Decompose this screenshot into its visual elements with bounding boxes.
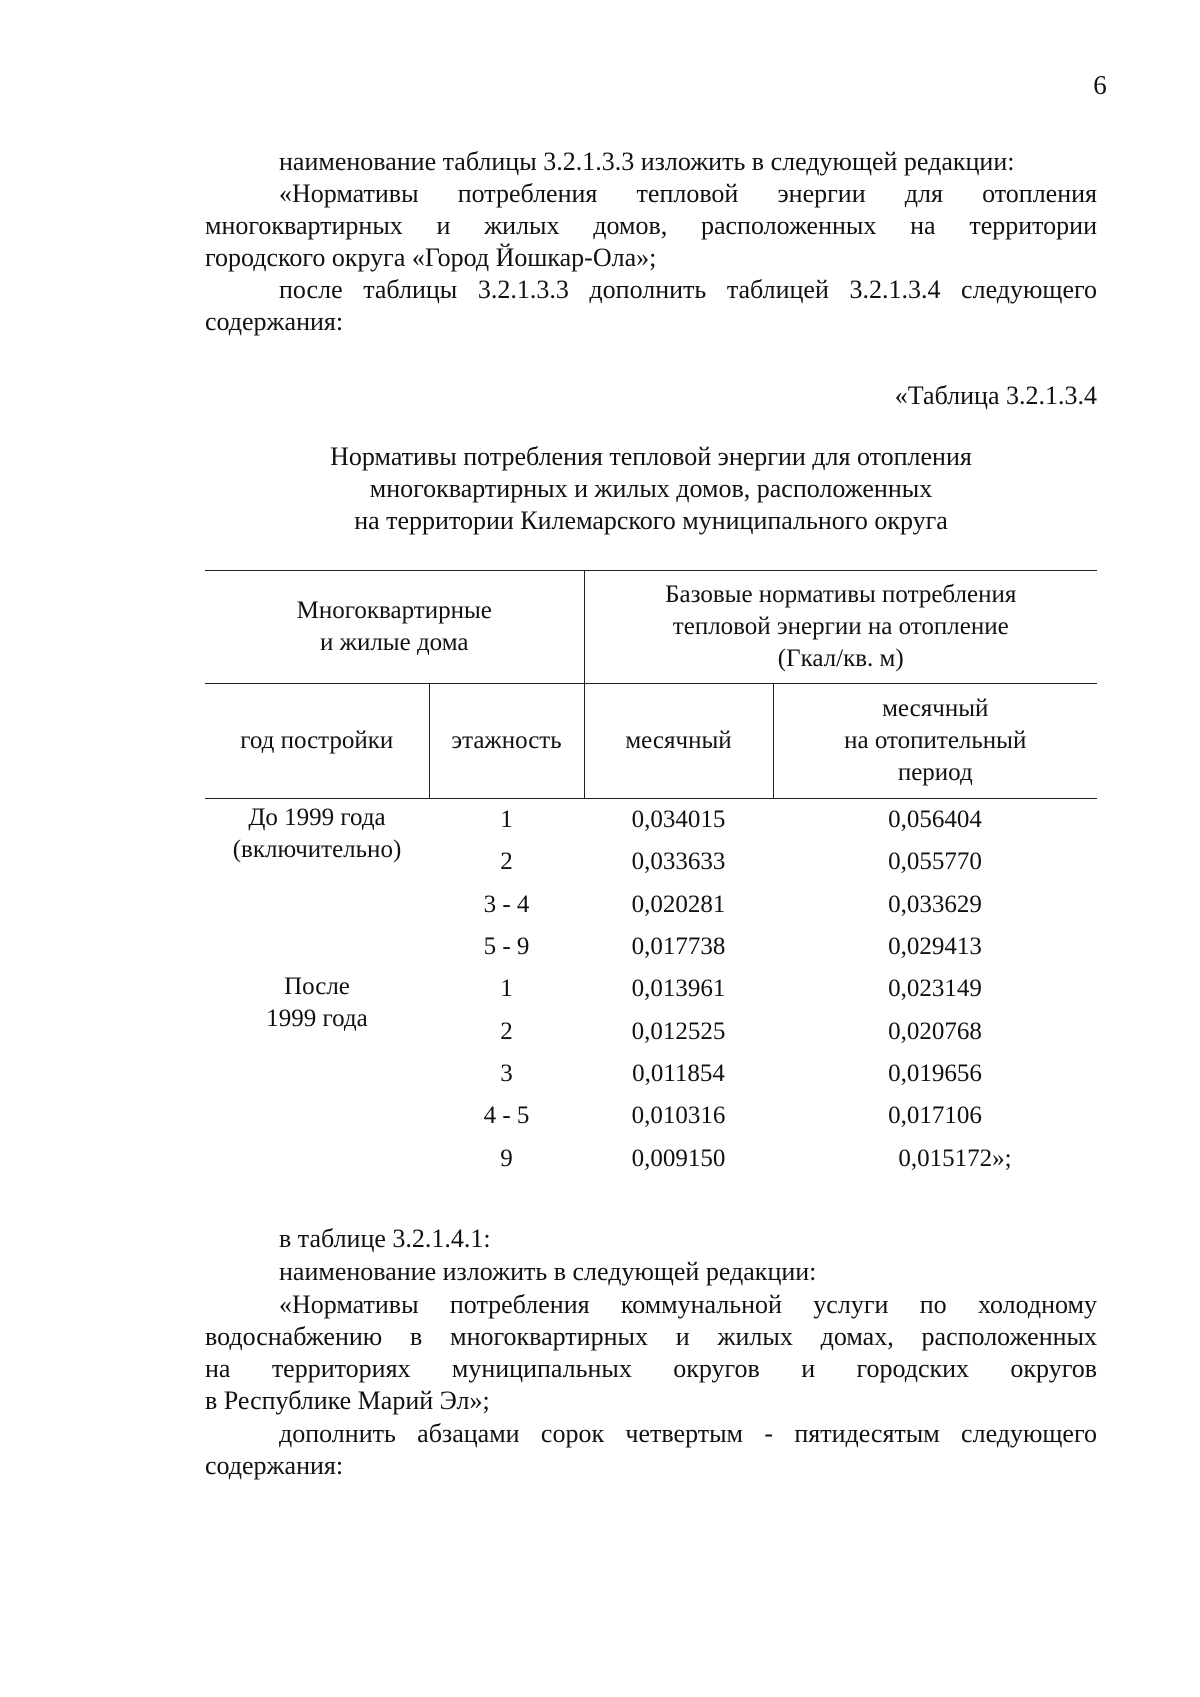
outro-line: в таблице 3.2.1.4.1: bbox=[279, 1224, 491, 1253]
year-cell: До 1999 года (включительно) bbox=[232, 804, 402, 863]
intro-line: наименование таблицы 3.2.1.3.3 изложить в следующей редакции: bbox=[279, 147, 1015, 176]
year-cell: После 1999 года bbox=[266, 972, 368, 1032]
monthly-cell: 0,017738 bbox=[631, 933, 726, 961]
page-number: 6 bbox=[1093, 70, 1107, 100]
floors-cell: 5 - 9 bbox=[483, 933, 530, 961]
intro-quote-line: многоквартирных и жилых домов, расположенных на территории bbox=[205, 211, 1097, 240]
monthly-cell: 0,011854 bbox=[632, 1059, 725, 1087]
table-row bbox=[205, 884, 1097, 926]
floors-cell: 3 - 4 bbox=[483, 890, 530, 918]
period-cell: 0,055770 bbox=[888, 848, 982, 876]
outro-add-line: содержания: bbox=[205, 1451, 344, 1480]
period-cell: 0,017106 bbox=[888, 1102, 982, 1130]
outro-add-line: дополнить абзацами сорок четвертым - пятидесятым следующего bbox=[279, 1419, 1097, 1448]
table-title-line: Нормативы потребления тепловой энергии для отопления bbox=[330, 442, 972, 471]
table-title-line: многоквартирных и жилых домов, расположенных bbox=[369, 474, 933, 503]
period-cell: 0,023149 bbox=[888, 975, 982, 1003]
floors-cell: 3 bbox=[500, 1059, 513, 1087]
table-title bbox=[205, 441, 1097, 537]
monthly-cell: 0,013961 bbox=[631, 975, 726, 1003]
header-monthly: месячный bbox=[584, 684, 773, 799]
period-cell: 0,033629 bbox=[888, 890, 982, 918]
outro-quote-line: в Республике Марий Эл»; bbox=[205, 1386, 490, 1415]
table-row bbox=[205, 799, 1097, 842]
monthly-cell: 0,033633 bbox=[631, 848, 726, 876]
header-floors: этажность bbox=[429, 684, 584, 799]
intro-quote-line: городского округа «Город Йошкар-Ола»; bbox=[205, 243, 657, 272]
period-cell: 0,029413 bbox=[888, 933, 982, 961]
period-cell: 0,020768 bbox=[888, 1017, 982, 1045]
intro-after-line: содержания: bbox=[205, 307, 344, 336]
outro-quote-line: водоснабжению в многоквартирных и жилых домах, расположенных bbox=[205, 1322, 1097, 1351]
monthly-cell: 0,012525 bbox=[631, 1017, 726, 1045]
monthly-cell: 0,009150 bbox=[631, 1144, 726, 1172]
floors-cell: 9 bbox=[500, 1144, 513, 1172]
floors-cell: 1 bbox=[500, 975, 513, 1003]
monthly-cell: 0,034015 bbox=[631, 806, 726, 834]
monthly-cell: 0,010316 bbox=[631, 1102, 726, 1130]
intro-quote-line: «Нормативы потребления тепловой энергии для отопления bbox=[279, 179, 1097, 208]
header-base-norms: Базовые нормативы потребления тепловой энергии на отопление (Гкал/кв. м) bbox=[584, 571, 1097, 684]
floors-cell: 4 - 5 bbox=[483, 1102, 530, 1130]
header-period: месячный на отопительный период bbox=[773, 684, 1097, 799]
period-cell: 0,056404 bbox=[888, 806, 982, 834]
outro-quote-line: «Нормативы потребления коммунальной услуги по холодному bbox=[279, 1290, 1097, 1319]
period-cell: 0,019656 bbox=[888, 1059, 982, 1087]
floors-cell: 1 bbox=[500, 806, 513, 834]
outro-quote-line: на территориях муниципальных округов и городских округов bbox=[205, 1354, 1097, 1383]
monthly-cell: 0,020281 bbox=[631, 890, 726, 918]
intro-after-line: после таблицы 3.2.1.3.3 дополнить таблицей 3.2.1.3.4 следующего bbox=[279, 275, 1097, 304]
header-buildings: Многоквартирные и жилые дома bbox=[205, 571, 584, 684]
floors-cell: 2 bbox=[500, 848, 513, 876]
header-year: год постройки bbox=[205, 684, 429, 799]
table-title-line: на территории Килемарского муниципального округа bbox=[354, 506, 948, 535]
floors-cell: 2 bbox=[500, 1017, 513, 1045]
outro-line: наименование изложить в следующей редакции: bbox=[279, 1257, 817, 1286]
period-cell: 0,015172»; bbox=[898, 1144, 1012, 1172]
table-caption: «Таблица 3.2.1.3.4 bbox=[894, 381, 1097, 410]
norms-table bbox=[205, 570, 1097, 1180]
